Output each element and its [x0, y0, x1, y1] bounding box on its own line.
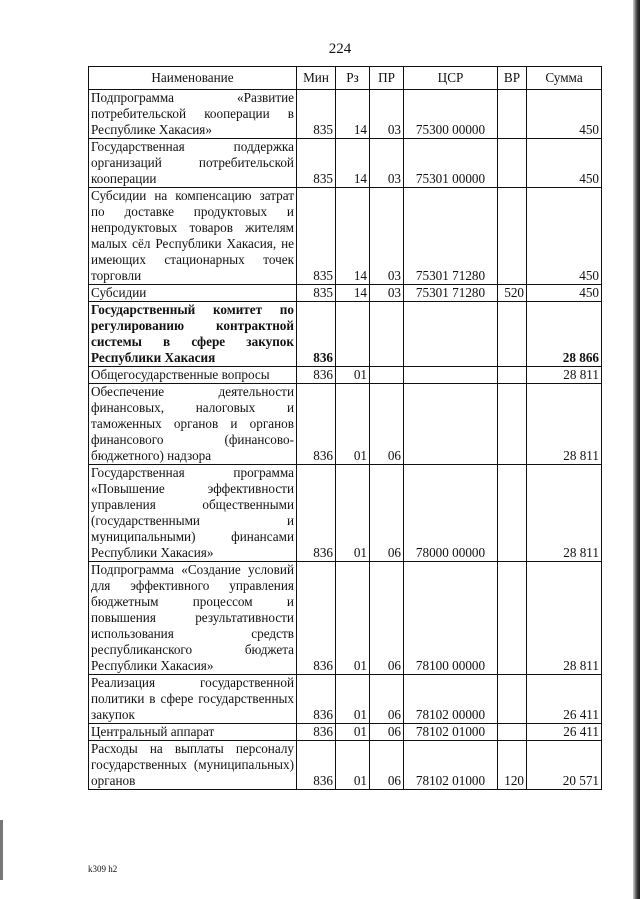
column-header-vr: ВР	[498, 67, 527, 90]
footer-code: k309 h2	[88, 864, 118, 874]
column-header-name: Наименование	[89, 67, 297, 90]
cell-pr	[370, 367, 404, 384]
cell-rz	[336, 302, 370, 367]
cell-min: 836	[297, 367, 336, 384]
cell-name: Реализация государственной политики в сфере государственных закупок	[89, 675, 297, 724]
cell-name: Подпрограмма «Создание условий для эффективного управления бюджетным процессом и повышения результативности использования средств республиканского бюджета Республики Хакасия»	[89, 562, 297, 675]
cell-min: 836	[297, 675, 336, 724]
cell-vr	[498, 384, 527, 465]
cell-csr	[404, 384, 498, 465]
cell-pr: 06	[370, 724, 404, 741]
column-header-rz: Рз	[336, 67, 370, 90]
cell-vr	[498, 367, 527, 384]
cell-csr: 78102 01000	[404, 724, 498, 741]
cell-sum: 26 411	[527, 724, 602, 741]
cell-min: 835	[297, 90, 336, 139]
table-row	[89, 675, 602, 724]
cell-min: 836	[297, 465, 336, 562]
cell-vr	[498, 90, 527, 139]
scan-right-edge-shadow	[633, 0, 640, 899]
cell-vr	[498, 139, 527, 188]
cell-csr: 78102 00000	[404, 675, 498, 724]
cell-rz: 14	[336, 188, 370, 285]
cell-vr	[498, 188, 527, 285]
cell-rz: 01	[336, 384, 370, 465]
cell-sum: 450	[527, 90, 602, 139]
cell-name: Субсидии	[89, 285, 297, 302]
cell-sum: 28 866	[527, 302, 602, 367]
cell-rz: 01	[336, 724, 370, 741]
cell-name: Государственная программа «Повышение эффективности управления общественными (государственными и муниципальными) финансами Республики Хакасия»	[89, 465, 297, 562]
table-row	[89, 741, 602, 790]
cell-pr: 03	[370, 285, 404, 302]
cell-pr: 06	[370, 465, 404, 562]
cell-sum: 450	[527, 139, 602, 188]
table-body	[89, 90, 602, 790]
table-row	[89, 367, 602, 384]
cell-min: 835	[297, 285, 336, 302]
cell-pr: 06	[370, 384, 404, 465]
cell-sum: 28 811	[527, 384, 602, 465]
column-header-min: Мин	[297, 67, 336, 90]
table-row	[89, 285, 602, 302]
cell-rz: 01	[336, 741, 370, 790]
cell-rz: 14	[336, 90, 370, 139]
cell-rz: 01	[336, 562, 370, 675]
cell-min: 836	[297, 562, 336, 675]
table-row	[89, 90, 602, 139]
cell-pr: 06	[370, 562, 404, 675]
cell-name: Общегосударственные вопросы	[89, 367, 297, 384]
cell-vr	[498, 562, 527, 675]
table-header-row	[89, 67, 602, 90]
cell-rz: 14	[336, 285, 370, 302]
cell-min: 835	[297, 139, 336, 188]
cell-vr	[498, 724, 527, 741]
table-row	[89, 302, 602, 367]
cell-csr: 75301 71280	[404, 285, 498, 302]
column-header-sum: Сумма	[527, 67, 602, 90]
budget-table	[88, 66, 602, 790]
cell-csr: 75301 71280	[404, 188, 498, 285]
cell-name: Субсидии на компенсацию затрат по доставке продуктовых и непродуктовых товаров жителям малых сёл Республики Хакасия, не имеющих стационарных точек торговли	[89, 188, 297, 285]
cell-min: 836	[297, 741, 336, 790]
table-row	[89, 188, 602, 285]
table-row	[89, 724, 602, 741]
cell-csr: 75301 00000	[404, 139, 498, 188]
table-row	[89, 562, 602, 675]
cell-csr: 75300 00000	[404, 90, 498, 139]
cell-sum: 20 571	[527, 741, 602, 790]
table-row	[89, 384, 602, 465]
cell-vr	[498, 302, 527, 367]
cell-vr	[498, 675, 527, 724]
cell-name: Подпрограмма «Развитие потребительской кооперации в Республике Хакасия»	[89, 90, 297, 139]
cell-rz: 01	[336, 465, 370, 562]
cell-pr: 03	[370, 139, 404, 188]
cell-pr: 06	[370, 675, 404, 724]
cell-min: 836	[297, 724, 336, 741]
cell-name: Центральный аппарат	[89, 724, 297, 741]
table-row	[89, 465, 602, 562]
column-header-csr: ЦСР	[404, 67, 498, 90]
cell-pr: 06	[370, 741, 404, 790]
cell-sum: 450	[527, 188, 602, 285]
cell-csr: 78000 00000	[404, 465, 498, 562]
scan-left-edge-mark	[0, 820, 3, 880]
cell-rz: 01	[336, 367, 370, 384]
cell-csr	[404, 367, 498, 384]
cell-name: Государственный комитет по регулированию контрактной системы в сфере закупок Республики Хакасия	[89, 302, 297, 367]
cell-min: 836	[297, 302, 336, 367]
cell-sum: 450	[527, 285, 602, 302]
cell-name: Обеспечение деятельности финансовых, налоговых и таможенных органов и органов финансового (финансово-бюджетного) надзора	[89, 384, 297, 465]
cell-min: 836	[297, 384, 336, 465]
cell-rz: 14	[336, 139, 370, 188]
cell-sum: 28 811	[527, 367, 602, 384]
cell-csr: 78100 00000	[404, 562, 498, 675]
column-header-pr: ПР	[370, 67, 404, 90]
cell-sum: 28 811	[527, 465, 602, 562]
cell-sum: 28 811	[527, 562, 602, 675]
cell-pr: 03	[370, 188, 404, 285]
cell-csr: 78102 01000	[404, 741, 498, 790]
cell-pr: 03	[370, 90, 404, 139]
cell-vr	[498, 465, 527, 562]
cell-rz: 01	[336, 675, 370, 724]
cell-csr	[404, 302, 498, 367]
cell-sum: 26 411	[527, 675, 602, 724]
cell-min: 835	[297, 188, 336, 285]
page-number: 224	[328, 41, 352, 57]
table-row	[89, 139, 602, 188]
cell-name: Государственная поддержка организаций потребительской кооперации	[89, 139, 297, 188]
cell-name: Расходы на выплаты персоналу государственных (муниципальных) органов	[89, 741, 297, 790]
cell-vr: 120	[498, 741, 527, 790]
cell-pr	[370, 302, 404, 367]
cell-vr: 520	[498, 285, 527, 302]
